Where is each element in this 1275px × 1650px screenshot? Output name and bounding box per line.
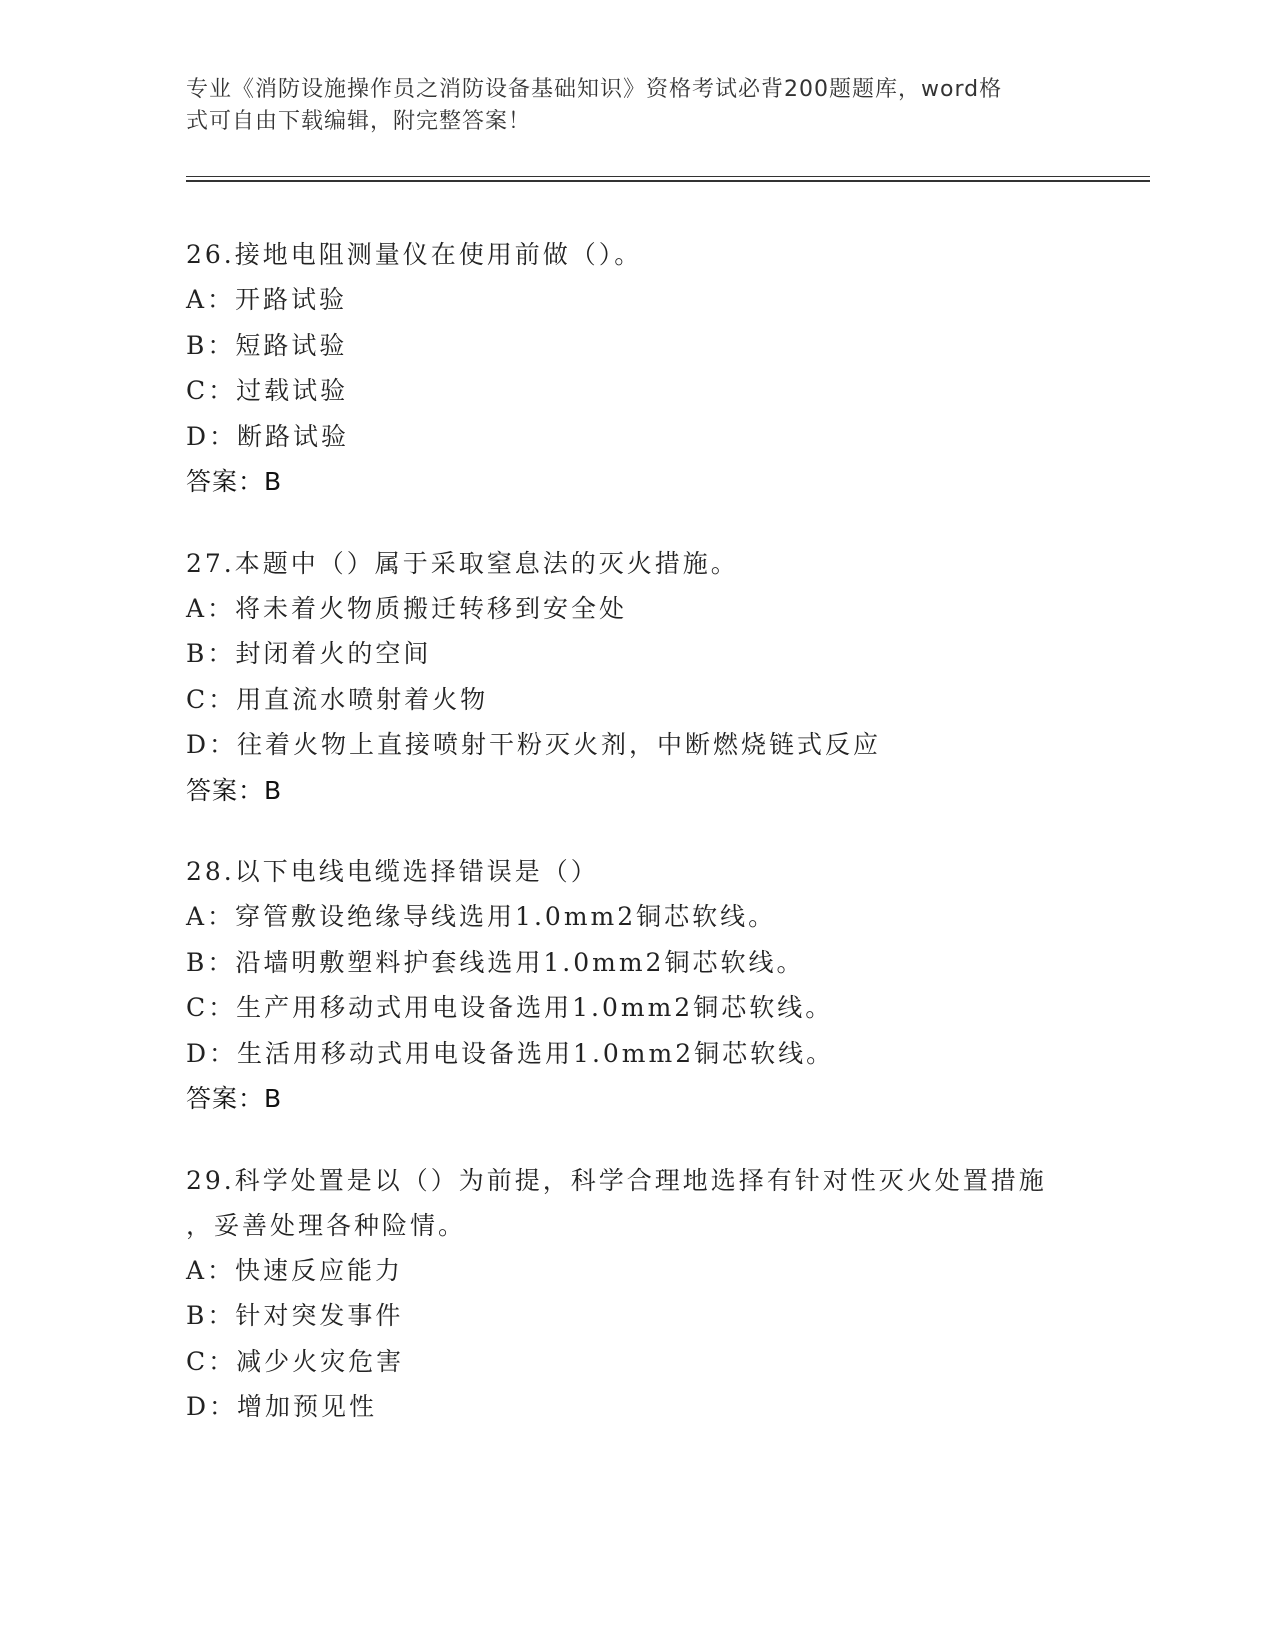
header-divider-thin bbox=[186, 176, 1150, 177]
option-d: D：增加预见性 bbox=[186, 1392, 378, 1421]
option-b: B：针对突发事件 bbox=[186, 1301, 404, 1330]
answer-label: 答案：B bbox=[186, 1084, 283, 1113]
option-c: C：减少火灾危害 bbox=[186, 1346, 405, 1376]
question-stem: 26.接地电阻测量仪在使用前做（）。 bbox=[186, 240, 643, 269]
question-stem-continued: ，妥善处理各种险情。 bbox=[186, 1210, 467, 1240]
option-b: B：沿墙明敷塑料护套线选用1.0mm2铜芯软线。 bbox=[186, 947, 805, 977]
header-line-1: 专业《消防设施操作员之消防设备基础知识》资格考试必背200题题库，word格 bbox=[186, 77, 1003, 102]
option-a: A：开路试验 bbox=[186, 285, 348, 314]
question-29 bbox=[186, 1158, 1086, 1430]
option-b: B：封闭着火的空间 bbox=[186, 639, 432, 668]
header-line-2: 式可自由下载编辑，附完整答案！ bbox=[186, 109, 532, 134]
option-d: D：往着火物上直接喷射干粉灭火剂，中断燃烧链式反应 bbox=[186, 730, 882, 759]
question-stem: 27.本题中（）属于采取窒息法的灭火措施。 bbox=[186, 548, 739, 578]
option-c: C：过载试验 bbox=[186, 376, 349, 405]
option-a: A：穿管敷设绝缘导线选用1.0mm2铜芯软线。 bbox=[186, 902, 777, 931]
document-header bbox=[186, 74, 1066, 138]
header-divider-thick bbox=[186, 180, 1150, 182]
option-a: A：将未着火物质搬迁转移到安全处 bbox=[186, 593, 628, 623]
option-d: D：生活用移动式用电设备选用1.0mm2铜芯软线。 bbox=[186, 1038, 835, 1068]
question-list bbox=[186, 232, 1086, 1466]
question-26 bbox=[186, 232, 1086, 505]
option-a: A：快速反应能力 bbox=[186, 1255, 404, 1285]
option-c: C：用直流水喷射着火物 bbox=[186, 684, 489, 714]
option-c: C：生产用移动式用电设备选用1.0mm2铜芯软线。 bbox=[186, 993, 834, 1022]
option-d: D：断路试验 bbox=[186, 421, 350, 451]
answer-label: 答案：B bbox=[186, 467, 283, 496]
option-b: B：短路试验 bbox=[186, 330, 348, 360]
question-27 bbox=[186, 541, 1086, 814]
answer-label: 答案：B bbox=[186, 775, 283, 805]
question-stem: 29.科学处置是以（）为前提，科学合理地选择有针对性灭火处置措施 bbox=[186, 1165, 1047, 1195]
question-28 bbox=[186, 849, 1086, 1122]
question-stem: 28.以下电线电缆选择错误是（） bbox=[186, 857, 599, 886]
